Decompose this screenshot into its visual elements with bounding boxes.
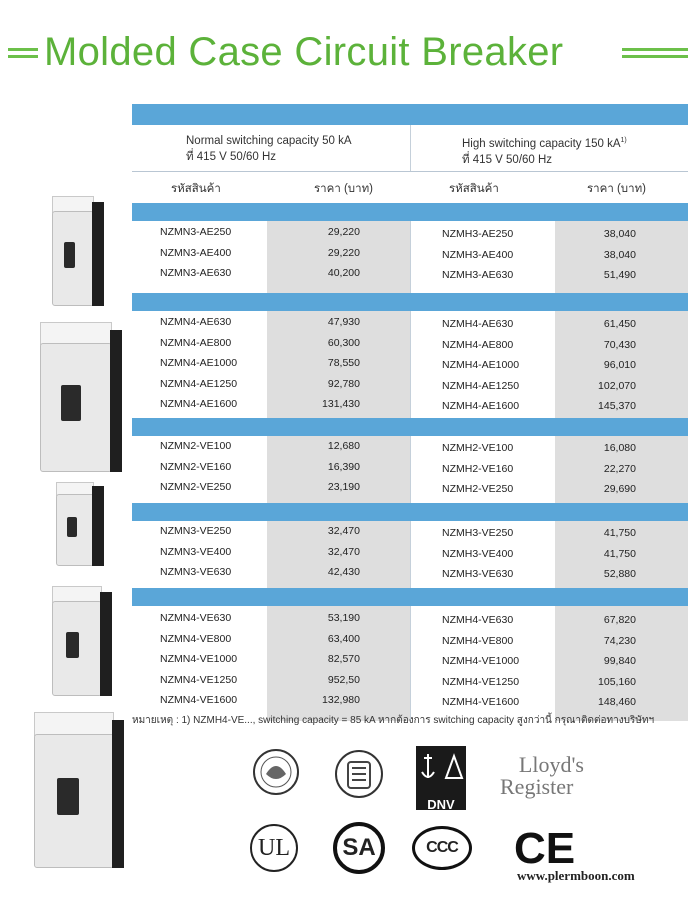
ccc-logo — [412, 826, 472, 870]
price-high: 41,750 — [603, 547, 636, 560]
group-band — [132, 503, 688, 521]
product-code-high: NZMH3-VE400 — [442, 547, 514, 560]
price-normal: 63,400 — [327, 632, 360, 645]
circuit-breaker-image — [34, 712, 124, 868]
breaker-terminals — [34, 712, 114, 736]
price-high: 51,490 — [603, 269, 636, 281]
price-normal: 47,930 — [327, 316, 360, 328]
product-code-high: NZMH4-VE1250 — [442, 675, 520, 688]
group-band — [132, 293, 688, 311]
column-divider — [410, 221, 411, 295]
product-code-high: NZMH4-VE1600 — [442, 696, 520, 708]
product-code-high: NZMH3-AE250 — [442, 228, 514, 240]
price-high: 99,840 — [603, 655, 636, 667]
csa-logo — [333, 822, 385, 874]
circuit-breaker-image — [40, 322, 122, 472]
column-divider — [410, 521, 411, 595]
price-normal: 29,220 — [327, 226, 360, 238]
title-dash-left-1 — [8, 48, 38, 51]
price-high: 29,690 — [603, 483, 636, 495]
footnote-marker: 1) — [620, 137, 627, 144]
price-high: 145,370 — [598, 400, 636, 412]
register-seal-logo — [250, 744, 302, 804]
price-high: 16,080 — [603, 442, 636, 454]
group-band — [132, 588, 688, 606]
product-code-normal: NZMN2-VE160 — [160, 460, 232, 473]
breaker-handle — [67, 517, 77, 537]
price-normal: 53,190 — [327, 612, 360, 624]
title-dash-left-2 — [8, 55, 38, 58]
normal-capacity-line2: ที่ 415 V 50/60 Hz — [186, 151, 277, 163]
breaker-handle — [61, 385, 81, 421]
product-code-normal: NZMN3-AE250 — [160, 226, 232, 238]
high-capacity-line2: ที่ 415 V 50/60 Hz — [462, 153, 553, 166]
product-code-normal: NZMN2-VE250 — [160, 481, 232, 493]
breaker-handle — [57, 778, 79, 815]
price-normal: 131,430 — [322, 398, 360, 410]
product-code-high: NZMH4-VE800 — [442, 634, 514, 647]
product-code-normal: NZMN4-VE1250 — [160, 673, 238, 686]
circuit-breaker-image — [52, 196, 104, 306]
anchor-icon — [416, 746, 466, 790]
price-normal: 23,190 — [327, 481, 360, 493]
website-url: www.plermboon.com — [517, 868, 635, 883]
product-code-high: NZMH3-VE250 — [442, 527, 514, 539]
product-code-high: NZMH3-AE630 — [442, 269, 514, 281]
product-code-high: NZMH2-VE160 — [442, 462, 514, 475]
breaker-handle — [66, 632, 79, 658]
high-capacity-header — [462, 133, 627, 168]
product-code-normal: NZMN4-AE1600 — [160, 398, 238, 410]
price-high: 105,160 — [598, 675, 636, 688]
price-normal: 952,50 — [327, 673, 360, 686]
bureau-veritas-logo — [333, 744, 385, 806]
group-band — [132, 418, 688, 436]
col-price-high: ราคา (บาท) — [587, 183, 646, 195]
product-code-high: NZMH2-VE100 — [442, 442, 514, 454]
lloyds-line1: Lloyd's — [518, 752, 584, 777]
circuit-breaker-image — [52, 586, 112, 696]
price-high: 41,750 — [603, 527, 636, 539]
col-code-high: รหัสสินค้า — [449, 183, 499, 195]
product-code-normal: NZMN3-AE630 — [160, 267, 232, 279]
breaker-side — [100, 592, 112, 696]
product-code-normal: NZMN4-VE1000 — [160, 653, 238, 665]
product-code-normal: NZMN4-VE630 — [160, 612, 232, 624]
price-normal: 12,680 — [327, 440, 360, 452]
group-band — [132, 203, 688, 221]
header-divider — [410, 125, 411, 171]
product-code-high: NZMH4-AE1600 — [442, 400, 520, 412]
product-code-normal: NZMN2-VE100 — [160, 440, 232, 452]
product-code-high: NZMH4-AE630 — [442, 318, 514, 330]
price-high: 96,010 — [603, 359, 636, 371]
price-high: 38,040 — [603, 228, 636, 240]
product-code-high: NZMH3-VE630 — [442, 568, 514, 580]
price-high: 22,270 — [603, 462, 636, 475]
price-normal: 92,780 — [327, 377, 360, 390]
price-high: 61,450 — [603, 318, 636, 330]
ccc-logo-text: CCC — [426, 839, 458, 856]
price-normal: 32,470 — [327, 545, 360, 558]
product-code-normal: NZMN4-AE800 — [160, 336, 232, 349]
breaker-side — [112, 720, 124, 868]
price-high: 102,070 — [598, 379, 636, 392]
breaker-side — [92, 202, 104, 306]
price-high: 52,880 — [603, 568, 636, 580]
product-code-normal: NZMN4-VE800 — [160, 632, 232, 645]
product-code-high: NZMH4-VE1000 — [442, 655, 520, 667]
ul-logo-text: UL — [258, 835, 290, 861]
normal-capacity-header — [186, 133, 352, 165]
price-high: 70,430 — [603, 338, 636, 351]
normal-capacity-line1: Normal switching capacity 50 kA — [186, 135, 352, 147]
breaker-side — [110, 330, 122, 472]
price-normal: 29,220 — [327, 246, 360, 259]
page-title: Molded Case Circuit Breaker — [44, 30, 564, 74]
table-top-band — [132, 104, 688, 125]
product-code-normal: NZMN4-AE630 — [160, 316, 232, 328]
product-code-normal: NZMN4-VE1600 — [160, 694, 238, 706]
circuit-breaker-image — [56, 482, 104, 566]
price-normal: 78,550 — [327, 357, 360, 369]
product-code-high: NZMH4-AE1250 — [442, 379, 520, 392]
product-code-high: NZMH4-AE1000 — [442, 359, 520, 371]
product-code-high: NZMH4-AE800 — [442, 338, 514, 351]
product-code-normal: NZMN3-AE400 — [160, 246, 232, 259]
price-normal: 32,470 — [327, 525, 360, 537]
product-code-high: NZMH2-VE250 — [442, 483, 514, 495]
product-code-high: NZMH3-AE400 — [442, 248, 514, 261]
price-normal: 82,570 — [327, 653, 360, 665]
price-normal: 42,430 — [327, 566, 360, 578]
price-high: 67,820 — [603, 614, 636, 626]
title-dash-right-2 — [622, 55, 688, 58]
dnv-logo — [416, 746, 466, 810]
lloyds-register-logo — [500, 754, 584, 798]
breaker-terminals — [40, 322, 112, 345]
product-code-normal: NZMN4-AE1250 — [160, 377, 238, 390]
column-divider — [410, 436, 411, 510]
dnv-logo-text: DNV — [427, 797, 455, 812]
price-normal: 16,390 — [327, 460, 360, 473]
column-divider — [410, 606, 411, 721]
product-code-high: NZMH4-VE630 — [442, 614, 514, 626]
title-bar — [0, 30, 700, 82]
product-code-normal: NZMN4-AE1000 — [160, 357, 238, 369]
price-high: 74,230 — [603, 634, 636, 647]
product-code-normal: NZMN3-VE400 — [160, 545, 232, 558]
ce-logo: CE — [514, 824, 576, 873]
price-normal: 132,980 — [322, 694, 360, 706]
price-normal: 40,200 — [327, 267, 360, 279]
breaker-side — [92, 486, 104, 566]
high-capacity-line1: High switching capacity 150 kA — [462, 137, 621, 150]
product-code-normal: NZMN3-VE630 — [160, 566, 232, 578]
price-high: 148,460 — [598, 696, 636, 708]
ul-logo — [250, 824, 298, 872]
price-high: 38,040 — [603, 248, 636, 261]
col-price-normal: ราคา (บาท) — [314, 183, 373, 195]
lloyds-line2: Register — [500, 774, 574, 799]
footnote: หมายเหตุ : 1) NZMH4-VE..., switching capacity = 85 kA หากต้องการ switching capacity สูงกว่านี้ กรุณาติดต่อทางบริษัทฯ — [132, 715, 655, 726]
price-normal: 60,300 — [327, 336, 360, 349]
product-code-normal: NZMN3-VE250 — [160, 525, 232, 537]
breaker-handle — [64, 242, 75, 268]
column-divider — [410, 311, 411, 426]
col-code-normal: รหัสสินค้า — [171, 183, 221, 195]
title-dash-right-1 — [622, 48, 688, 51]
csa-logo-text: SA — [342, 834, 376, 861]
